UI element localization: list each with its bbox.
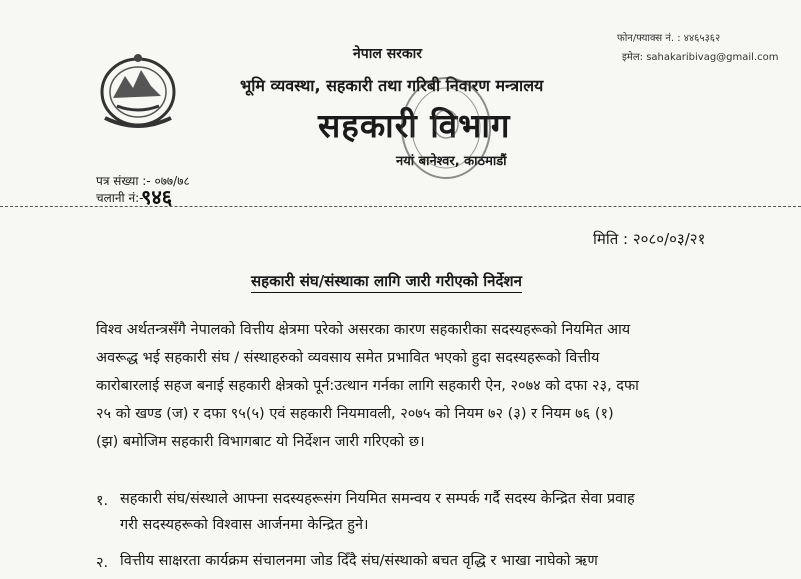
letter-number: पत्र संख्या :- ०७७/७८ (96, 174, 190, 188)
directive-line: गरी सदस्यहरूको विश्वास आर्जनमा केन्द्रित हुने। (120, 517, 369, 533)
dispatch-label: चलानी नं:- (96, 191, 144, 205)
directive-item (120, 548, 790, 574)
address: नयां बानेश्वर, काठमाडौं (396, 154, 507, 169)
directive-line: सहकारी संघ/संस्थाले आफ्ना सदस्यहरूसंग नियमित समन्वय र सम्पर्क गर्दै सदस्य केन्द्रित सेवा प्रवाह (120, 491, 635, 507)
letter-date: मिति : २०८०/०३/२१ (593, 230, 706, 248)
body-paragraph (96, 316, 786, 456)
body-line: २५ को खण्ड (ज) र दफा ९५(५) एवं सहकारी नियमावली, २०७५ को नियम ७२ (३) र नियम ७६ (१) (96, 406, 614, 422)
directive-item (120, 486, 790, 538)
body-line: विश्व अर्थतन्त्रसँगै नेपालको वित्तीय क्षेत्रमा परेको असरका कारण सहकारीका सदस्यहरूको नियमित आय (96, 322, 631, 338)
body-line: (झ) बमोजिम सहकारी विभागबाट यो निर्देशन जारी गरिएको छ। (96, 434, 425, 450)
official-stamp-icon (398, 74, 494, 182)
government-title: नेपाल सरकार (353, 46, 423, 62)
directive-line: वित्तीय साक्षरता कार्यक्रम संचालनमा जोड दिँदै संघ/संस्थाको बचत वृद्धि र भाखा नाघेको ऋण (120, 553, 598, 569)
nepal-emblem-icon (95, 48, 181, 134)
phone-fax: फोन/फ्याक्स नं. : ४४६५३६२ (617, 33, 721, 44)
email: इमेल: sahakaribivag@gmail.com (622, 52, 779, 63)
subject-heading: सहकारी संघ/संस्थाका लागि जारी गरीएको निर्देशन (251, 271, 522, 293)
directive-number: २. (96, 555, 109, 571)
body-line: कारोबारलाई सहज बनाई सहकारी क्षेत्रको पूर्न:उत्थान गर्नका लागि सहकारी ऐन, २०७४ को दफा २३, दफा (96, 378, 639, 394)
department-name: सहकारी विभाग (318, 106, 511, 145)
dispatch-number: ९४६ (141, 185, 173, 209)
ministry-name: भूमि व्यवस्था, सहकारी तथा गरिबी निवारण मन्त्रालय (240, 76, 544, 95)
body-line: अवरूद्ध भई सहकारी संघ / संस्थाहरुको व्यवसाय समेत प्रभावित भएको हुदा सदस्यहरूको वित्तीय (96, 350, 600, 366)
directive-number: १. (96, 493, 109, 509)
header-divider (0, 206, 801, 207)
